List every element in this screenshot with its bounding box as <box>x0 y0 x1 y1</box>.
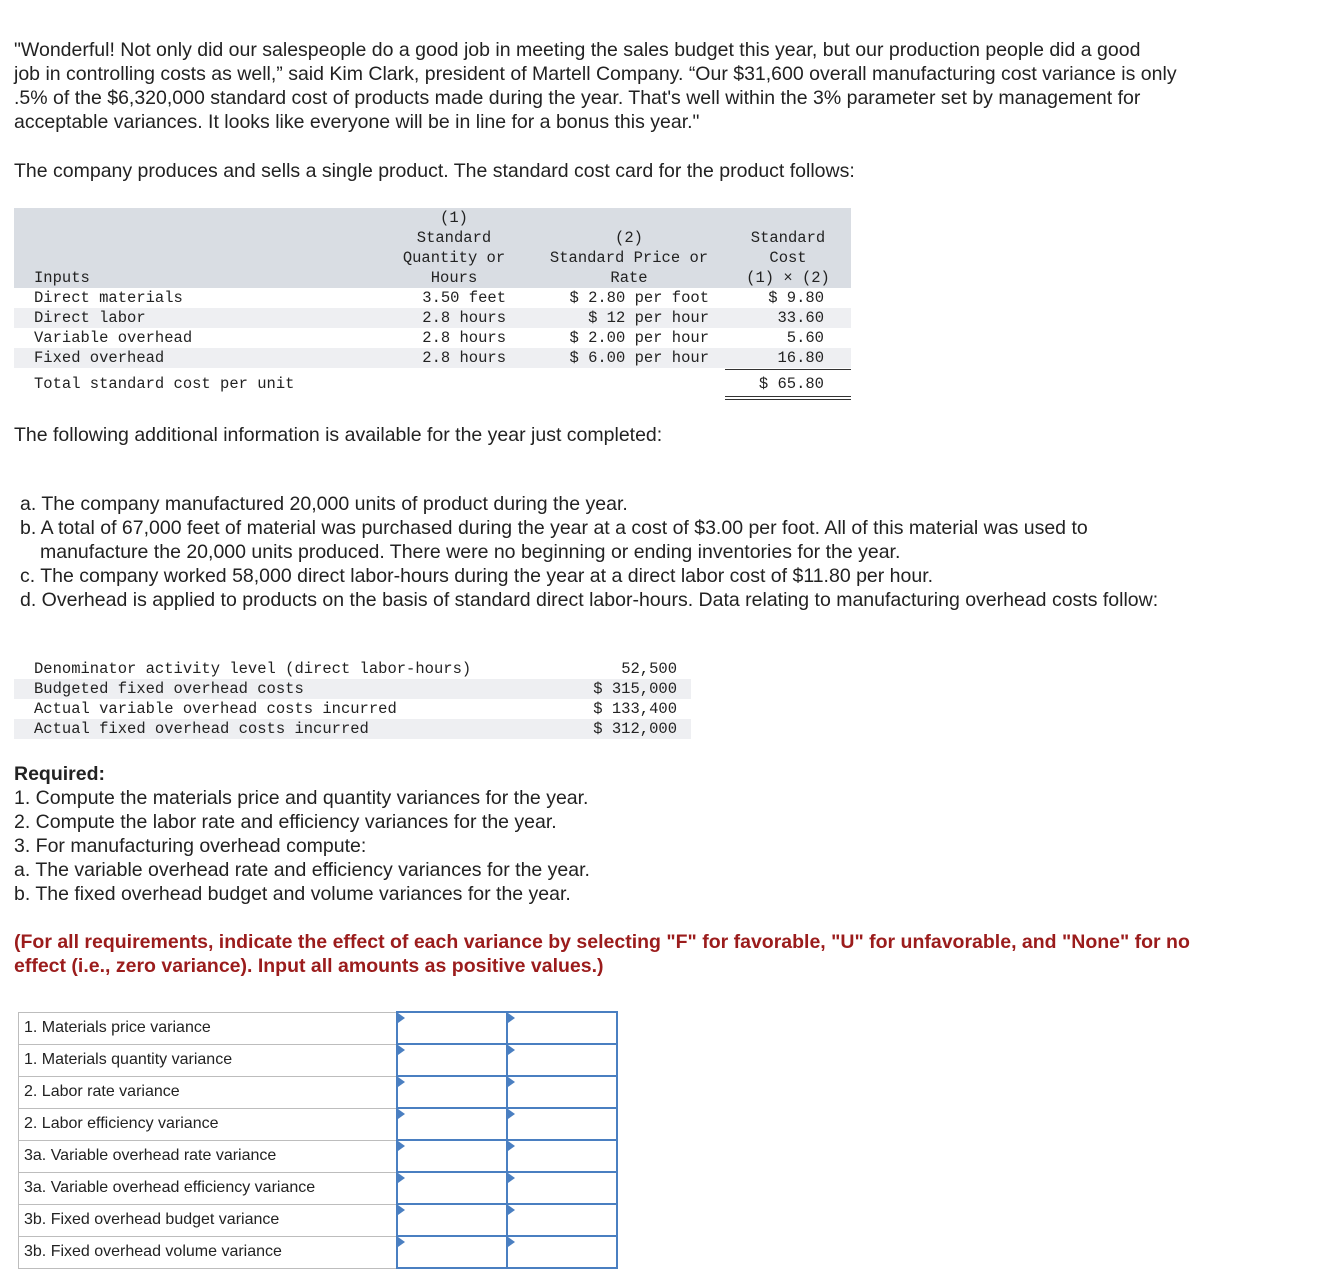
total-value: $ 65.80 <box>758 375 824 393</box>
overhead-label: Budgeted fixed overhead costs <box>34 680 304 698</box>
intro-paragraph <box>14 38 1314 134</box>
answer-row <box>19 1076 618 1108</box>
header-col2-line: Standard Price or <box>549 249 709 267</box>
variance-effect-select[interactable] <box>507 1076 617 1108</box>
answer-label: 1. Materials price variance <box>19 1012 398 1044</box>
header-inputs: Inputs <box>34 269 90 287</box>
variance-amount-input[interactable] <box>397 1012 507 1044</box>
answer-label: 3b. Fixed overhead volume variance <box>19 1236 398 1268</box>
answer-row <box>19 1236 618 1268</box>
answer-row <box>19 1204 618 1236</box>
answer-label: 2. Labor rate variance <box>19 1076 398 1108</box>
row-qty: 3.50 feet <box>422 289 506 307</box>
answer-row <box>19 1172 618 1204</box>
additional-info-text: The following additional information is available for the year just completed: <box>14 424 663 446</box>
variance-effect-select[interactable] <box>507 1140 617 1172</box>
answer-label: 1. Materials quantity variance <box>19 1044 398 1076</box>
row-qty: 2.8 hours <box>422 349 506 367</box>
header-col1-line: (1) <box>440 209 468 227</box>
variance-effect-select[interactable] <box>507 1108 617 1140</box>
intro-line: "Wonderful! Not only did our salespeople do a good job in meeting the sales budget this year, but our production people did a good <box>14 39 1141 61</box>
overhead-value: $ 133,400 <box>593 700 677 718</box>
required-title: Required: <box>14 763 106 785</box>
variance-amount-input[interactable] <box>397 1140 507 1172</box>
variance-effect-select[interactable] <box>507 1236 617 1268</box>
row-qty: 2.8 hours <box>422 309 506 327</box>
answer-row <box>19 1140 618 1172</box>
header-col1-line: Hours <box>430 269 478 287</box>
header-col2-line: (2) <box>615 229 643 247</box>
row-cost: $ 9.80 <box>768 289 824 307</box>
info-item-d: d. Overhead is applied to products on the basis of standard direct labor-hours. Data relating to manufacturing overhead costs follow: <box>20 589 1159 611</box>
variance-effect-select[interactable] <box>507 1172 617 1204</box>
intro-line: acceptable variances. It looks like everyone will be in line for a bonus this year." <box>14 111 700 133</box>
answer-row <box>19 1044 618 1076</box>
variance-amount-input[interactable] <box>397 1076 507 1108</box>
row-cost: 16.80 <box>777 349 824 367</box>
variance-amount-input[interactable] <box>397 1172 507 1204</box>
note-line: (For all requirements, indicate the effect of each variance by selecting "F" for favorable, "U" for unfavorable, and "None" for no <box>14 931 1190 953</box>
answer-label: 3a. Variable overhead rate variance <box>19 1140 398 1172</box>
required-item: a. The variable overhead rate and efficiency variances for the year. <box>14 859 590 881</box>
row-rate: $ 2.80 per foot <box>569 289 709 307</box>
subtotal-rule <box>725 369 851 370</box>
required-item: 2. Compute the labor rate and efficiency variances for the year. <box>14 811 557 833</box>
intro-line: job in controlling costs as well,” said Kim Clark, president of Martell Company. “Our $31,600 overall manufacturing cost variance is only <box>14 63 1177 85</box>
required-item: b. The fixed overhead budget and volume variances for the year. <box>14 883 571 905</box>
row-label: Direct materials <box>34 289 183 307</box>
overhead-label: Actual variable overhead costs incurred <box>34 700 397 718</box>
total-double-rule <box>725 396 851 400</box>
row-cost: 33.60 <box>777 309 824 327</box>
required-section <box>14 762 590 906</box>
variance-amount-input[interactable] <box>397 1204 507 1236</box>
header-col3-line: (1) × (2) <box>746 269 830 287</box>
answer-row <box>19 1108 618 1140</box>
variance-amount-input[interactable] <box>397 1108 507 1140</box>
variance-effect-select[interactable] <box>507 1044 617 1076</box>
info-list <box>20 492 1158 612</box>
note-line: effect (i.e., zero variance). Input all amounts as positive values.) <box>14 955 604 977</box>
info-item-b: b. A total of 67,000 feet of material was purchased during the year at a cost of $3.00 per foot. All of this material was used to <box>20 517 1088 539</box>
overhead-value: 52,500 <box>621 660 677 678</box>
row-rate: $ 2.00 per hour <box>569 329 709 347</box>
answer-label: 3a. Variable overhead efficiency variance <box>19 1172 398 1204</box>
produces-text: The company produces and sells a single product. The standard cost card for the product follows: <box>14 160 855 182</box>
answer-row <box>19 1012 618 1044</box>
row-label: Fixed overhead <box>34 349 165 367</box>
header-col1-line: Quantity or <box>402 249 506 267</box>
row-cost: 5.60 <box>786 329 824 347</box>
overhead-data-table <box>14 659 691 739</box>
header-col1-line: Standard <box>416 229 492 247</box>
row-label: Variable overhead <box>34 329 193 347</box>
row-rate: $ 6.00 per hour <box>569 349 709 367</box>
variance-effect-select[interactable] <box>507 1204 617 1236</box>
variance-amount-input[interactable] <box>397 1044 507 1076</box>
row-label: Direct labor <box>34 309 146 327</box>
header-col3-line: Cost <box>769 249 807 267</box>
required-item: 3. For manufacturing overhead compute: <box>14 835 367 857</box>
header-col3-line: Standard <box>750 229 826 247</box>
variance-effect-select[interactable] <box>507 1012 617 1044</box>
required-item: 1. Compute the materials price and quantity variances for the year. <box>14 787 589 809</box>
instructions-note <box>14 930 1314 978</box>
info-item-b-cont: manufacture the 20,000 units produced. There were no beginning or ending inventories for the year. <box>40 541 901 563</box>
answer-table <box>18 1011 618 1269</box>
header-col2-line: Rate <box>610 269 648 287</box>
total-label: Total standard cost per unit <box>34 375 295 393</box>
overhead-label: Actual fixed overhead costs incurred <box>34 720 369 738</box>
info-item-a: a. The company manufactured 20,000 units of product during the year. <box>20 493 628 515</box>
row-rate: $ 12 per hour <box>588 309 709 327</box>
overhead-label: Denominator activity level (direct labor-hours) <box>34 660 472 678</box>
overhead-value: $ 312,000 <box>593 720 677 738</box>
standard-cost-card <box>14 208 851 402</box>
variance-amount-input[interactable] <box>397 1236 507 1268</box>
row-qty: 2.8 hours <box>422 329 506 347</box>
answer-label: 2. Labor efficiency variance <box>19 1108 398 1140</box>
overhead-value: $ 315,000 <box>593 680 677 698</box>
answer-label: 3b. Fixed overhead budget variance <box>19 1204 398 1236</box>
intro-line: .5% of the $6,320,000 standard cost of products made during the year. That's well within the 3% parameter set by management for <box>14 87 1141 109</box>
info-item-c: c. The company worked 58,000 direct labor-hours during the year at a direct labor cost of $11.80 per hour. <box>20 565 934 587</box>
